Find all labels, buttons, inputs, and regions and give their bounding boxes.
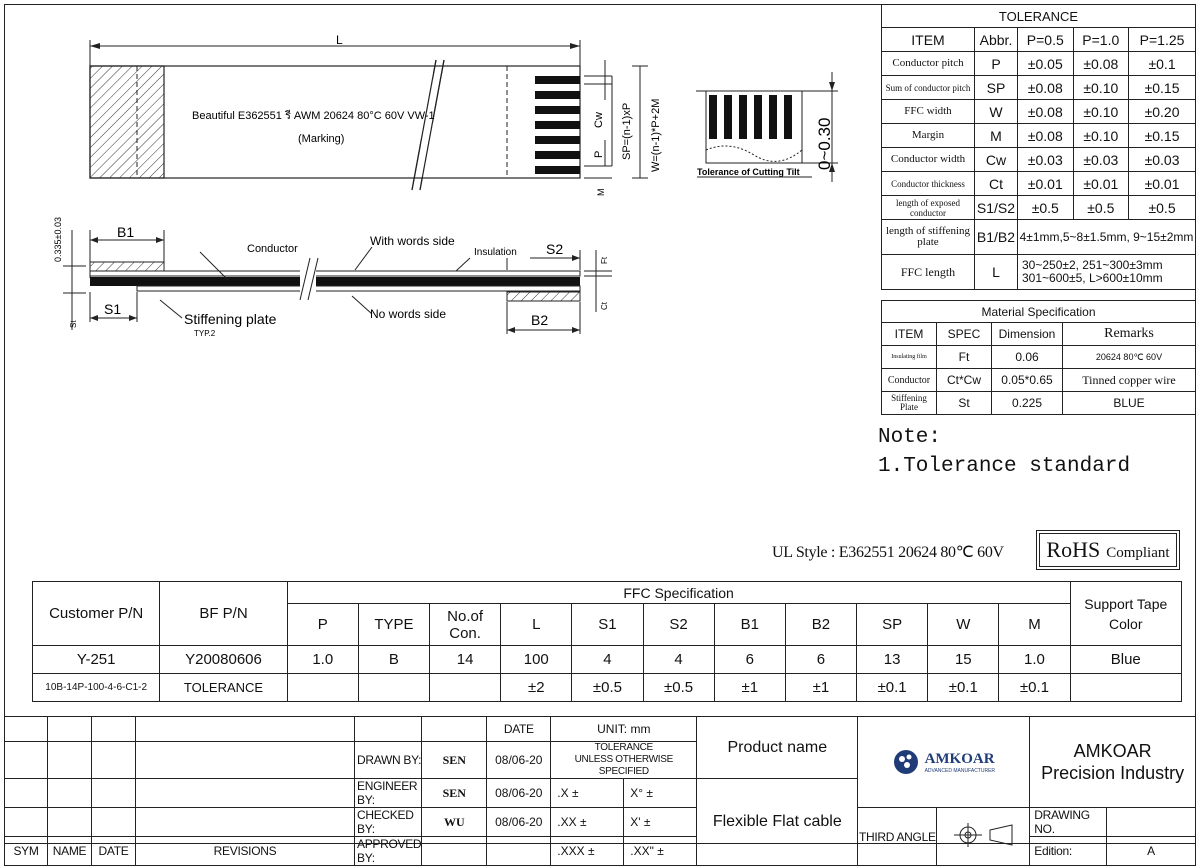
material-dimension: 0.225 [992,392,1063,415]
top-view [90,33,662,196]
typ-label: TYP.2 [194,329,216,338]
tolerance-value: ±0.10 [1073,124,1129,148]
name-header: NAME [48,837,92,866]
spec-value: 100 [501,646,572,674]
product-name: Flexible Flat cable [697,779,858,866]
checked-name: WU [422,808,487,837]
spec-value: B [358,646,429,674]
stiffening-label: Stiffening plate [184,311,277,327]
third-angle-label: THIRD ANGLE [858,808,937,866]
tolerance-abbr: Ct [975,172,1018,196]
approved-by-label: APPROVED BY: [355,837,422,866]
spec-tolerance [358,674,429,702]
tolerance-item: Margin [882,124,975,148]
spec-tolerance: ±1 [714,674,785,702]
note-heading: Note: [878,426,942,449]
material-item: Insulating film [882,346,937,369]
tolerance-xxx: .XXX ± [551,837,624,866]
spec-tolerance: ±1 [785,674,856,702]
spec-value: 15 [928,646,999,674]
tolerance-value: ±0.01 [1018,172,1074,196]
tolerance-title: TOLERANCE [882,5,1196,28]
length-tolerance-line: 301~600±5, L>600±10mm [1022,271,1163,285]
tolerance-value: ±0.5 [1129,196,1196,220]
material-header-remarks: Remarks [1063,323,1196,346]
tolerance-value: ±0.5 [1018,196,1074,220]
title-block [4,716,1196,866]
table-row [882,255,1196,290]
ct-label: Ct [600,302,609,310]
logo-icon [893,749,919,775]
table-row [882,124,1196,148]
table-row [33,674,1182,702]
sym-header: SYM [5,837,48,866]
spec-value: 6 [714,646,785,674]
logo-text: AMKOAR [924,750,995,767]
cutting-tilt-detail [696,72,838,182]
tolerance-xx: .XX ± [551,808,624,837]
spec-col-s1: S1 [572,604,643,646]
material-item: Conductor [882,369,937,392]
tolerance-item: FFC width [882,100,975,124]
engineer-date: 08/06-20 [487,779,551,808]
customer-pn-header: Customer P/N [33,582,160,646]
tolerance-value: ±0.08 [1018,100,1074,124]
table-row [882,76,1196,100]
ul-style: UL Style : E362551 20624 80℃ 60V [772,544,1004,561]
tolerance-value: ±0.1 [1129,52,1196,76]
thickness-label: 0.335±0.03 [53,217,63,262]
spec-tolerance: ±0.1 [857,674,928,702]
support-color-header: Support Tape Color [1070,582,1181,646]
cutting-tilt-value: 0~0.30 [815,117,834,170]
table-row [882,148,1196,172]
conductor-label: Conductor [247,243,298,255]
drawing-no-label: DRAWING NO. [1030,808,1107,837]
material-remarks: 20624 80℃ 60V [1063,346,1196,369]
tolerance-value: ±0.15 [1129,124,1196,148]
table-row [882,392,1196,415]
length-tolerance-line: 30~250±2, 251~300±3mm [1022,258,1163,272]
tolerance-header-abbr: Abbr. [975,28,1018,52]
tolerance-item: Conductor thickness [882,172,975,196]
drawn-by-label: DRAWN BY: [355,742,422,779]
tolerance-abbr: B1/B2 [975,220,1018,255]
tolerance-value: ±0.03 [1073,148,1129,172]
spec-value: 4 [643,646,714,674]
drawn-by-name: SEN [422,742,487,779]
spec-col-sp: SP [857,604,928,646]
support-color-value: Blue [1070,646,1181,674]
revisions-header: REVISIONS [136,837,355,866]
spec-value: 4 [572,646,643,674]
tolerance-xx-sec: .XX" ± [624,837,697,866]
rohs-main: RoHS [1046,537,1101,562]
bf-pn-header: BF P/N [160,582,287,646]
tolerance-abbr: Cw [975,148,1018,172]
material-item: Stiffening Plate [882,392,937,415]
spec-col-l: L [501,604,572,646]
third-angle-projection-icon [948,820,1018,850]
tolerance-value: ±0.08 [1018,124,1074,148]
tolerance-table [881,4,1196,290]
table-row [882,346,1196,369]
date-header: DATE [487,717,551,742]
bf-pn-value: Y20080606 [160,646,287,674]
with-words-label: With words side [370,234,455,248]
spec-value: 6 [785,646,856,674]
tolerance-x-deg: X° ± [624,779,697,808]
edition-value: A [1107,837,1196,866]
tolerance-item: length of stiffening plate [882,220,975,255]
tolerance-abbr: W [975,100,1018,124]
tolerance-item: Sum of conductor pitch [882,76,975,100]
material-header-spec: SPEC [937,323,992,346]
spec-tolerance: ±0.5 [572,674,643,702]
tolerance-abbr: L [975,255,1018,290]
tb-tolerance-title: TOLERANCE [594,742,653,753]
length-label: L [336,33,343,47]
product-name-label: Product name [697,717,858,779]
tolerance-x-min: X' ± [624,808,697,837]
spec-tolerance: ±0.5 [643,674,714,702]
material-remarks: Tinned copper wire [1063,369,1196,392]
tolerance-value: ±0.5 [1073,196,1129,220]
tolerance-header-item: ITEM [882,28,975,52]
tolerance-label: TOLERANCE [160,674,287,702]
b2-label: B2 [531,312,549,328]
drawn-date: 08/06-20 [487,742,551,779]
b1-label: B1 [117,224,135,240]
spec-col-s2: S2 [643,604,714,646]
tolerance-item: length of exposed conductor [882,196,975,220]
table-row [882,220,1196,255]
spec-col-b1: B1 [714,604,785,646]
material-table [881,300,1196,415]
tolerance-abbr: S1/S2 [975,196,1018,220]
date-column-header: DATE [92,837,136,866]
cw-label: Cw [593,112,605,128]
note-line: 1.Tolerance standard [878,455,1131,478]
side-view [53,217,612,338]
table-row [882,172,1196,196]
stiffening-tolerance-value: 4±1mm,5~8±1.5mm, 9~15±2mm [1018,220,1196,255]
s1-label: S1 [104,301,122,317]
tolerance-x: .X ± [551,779,624,808]
spec-col-noofcon: No.of Con. [430,604,501,646]
spec-col-m: M [999,604,1070,646]
company-logo [858,749,1029,775]
tolerance-value: ±0.20 [1129,100,1196,124]
table-row [882,100,1196,124]
company-name-line2: Precision Industry [1041,763,1185,783]
tolerance-item: FFC length [882,255,975,290]
spec-tolerance [287,674,358,702]
tolerance-value: ±0.05 [1018,52,1074,76]
engineer-name: SEN [422,779,487,808]
tolerance-header-p125: P=1.25 [1129,28,1196,52]
rohs-sub: Compliant [1106,544,1170,561]
material-header-item: ITEM [882,323,937,346]
tb-tolerance-sub: UNLESS OTHERWISE SPECIFIED [574,754,673,777]
spec-tolerance: ±0.1 [928,674,999,702]
spec-tolerance [430,674,501,702]
material-remarks: BLUE [1063,392,1196,415]
spec-col-b2: B2 [785,604,856,646]
table-row [33,646,1182,674]
ft-label: Ft [600,256,609,264]
unit-label: UNIT: mm [551,717,697,742]
spec-value: 13 [857,646,928,674]
material-dimension: 0.05*0.65 [992,369,1063,392]
ffc-spec-table [32,581,1182,702]
spec-tolerance: ±2 [501,674,572,702]
spec-col-w: W [928,604,999,646]
tolerance-abbr: SP [975,76,1018,100]
tolerance-abbr: P [975,52,1018,76]
insulation-label: Insulation [474,247,517,258]
cutting-tilt-caption: Tolerance of Cutting Tilt [697,167,800,177]
tolerance-header-p05: P=0.5 [1018,28,1074,52]
logo-sub: ADVANCED MANUFACTURER [924,767,996,774]
material-dimension: 0.06 [992,346,1063,369]
table-row [882,52,1196,76]
w-formula: W=(n-1)*P+2M [650,98,662,172]
tolerance-abbr: M [975,124,1018,148]
company-name-line1: AMKOAR [1073,741,1152,761]
material-header-dimension: Dimension [992,323,1063,346]
tolerance-code: 10B-14P-100-4-6-C1-2 [33,674,160,702]
spec-value: 14 [430,646,501,674]
tolerance-item: Conductor pitch [882,52,975,76]
checked-by-label: CHECKED BY: [355,808,422,837]
tolerance-value: ±0.08 [1018,76,1074,100]
table-row [882,196,1196,220]
material-spec: St [937,392,992,415]
ffc-drawing [0,0,880,400]
rohs-badge [1036,530,1180,570]
st-label: St [69,320,78,328]
spec-value: 1.0 [999,646,1070,674]
engineer-by-label: ENGINEER BY: [355,779,422,808]
m-label: M [596,188,606,196]
s2-label: S2 [546,241,564,257]
tolerance-header-p10: P=1.0 [1073,28,1129,52]
edition-label: Edition: [1030,837,1107,866]
tolerance-value: ±0.01 [1073,172,1129,196]
material-spec: Ft [937,346,992,369]
sp-formula: SP=(n-1)xP [621,102,633,160]
spec-value: 1.0 [287,646,358,674]
customer-pn-value: Y-251 [33,646,160,674]
tolerance-value: ±0.15 [1129,76,1196,100]
tolerance-value: ±0.10 [1073,76,1129,100]
marking-caption: (Marking) [298,133,345,145]
spec-col-p: P [287,604,358,646]
spec-tolerance: ±0.1 [999,674,1070,702]
tolerance-value: ±0.08 [1073,52,1129,76]
tolerance-value: ±0.01 [1129,172,1196,196]
material-title: Material Specification [882,301,1196,323]
tolerance-value: ±0.10 [1073,100,1129,124]
material-spec: Ct*Cw [937,369,992,392]
checked-date: 08/06-20 [487,808,551,837]
marking-text: Beautiful E362551 รี AWM 20624 80°C 60V VW-1 [192,110,435,122]
spec-col-type: TYPE [358,604,429,646]
p-label: P [593,150,605,158]
tolerance-value: ±0.03 [1129,148,1196,172]
tolerance-item: Conductor width [882,148,975,172]
table-row [882,369,1196,392]
tolerance-value: ±0.03 [1018,148,1074,172]
no-words-label: No words side [370,307,447,321]
ffc-spec-title: FFC Specification [287,582,1070,604]
